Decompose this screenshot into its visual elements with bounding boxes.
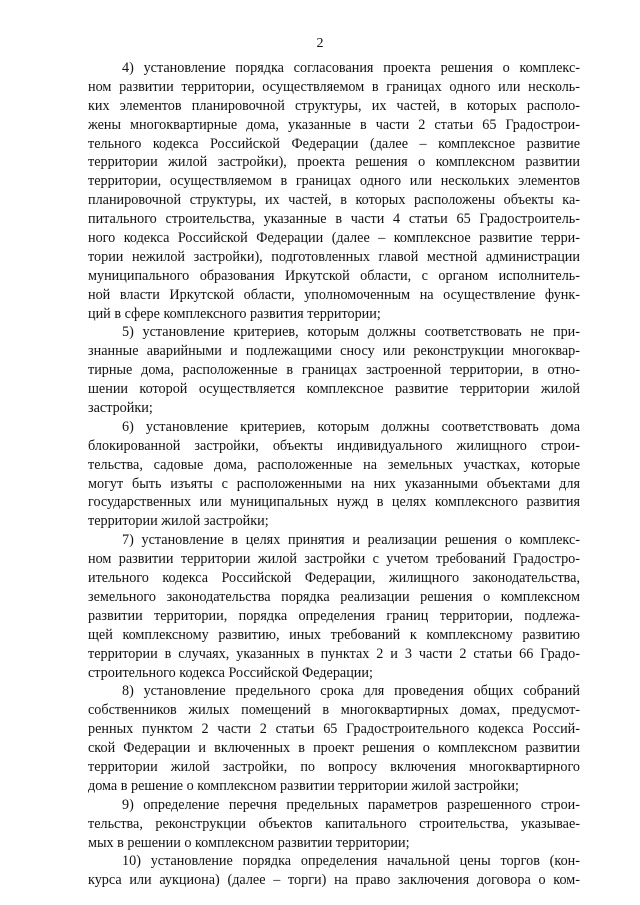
text-line: ких элементов планировочной структуры, их частей, в которых располо-	[88, 97, 580, 114]
text-line: строительного кодекса Российской Федерации;	[88, 664, 373, 681]
text-line: территории жилой застройки;	[88, 513, 269, 530]
text-line: тельства, реконструкции объектов капитального строительства, указывае-	[88, 815, 580, 832]
text-line: ительного кодекса Российской Федерации, жилищного законодательства,	[88, 570, 580, 587]
text-line: ной власти Иркутской области, уполномоченным на осуществление функ-	[88, 286, 580, 303]
text-line: щей комплексному развитию, иных требований к комплексному развитию	[88, 626, 580, 643]
text-line: 5) установление критериев, которым должны соответствовать не при-	[122, 324, 580, 341]
text-line: ном развитии территории жилой застройки с учетом требований Градостро-	[88, 551, 580, 568]
text-line: 4) установление порядка согласования проекта решения о комплекс-	[122, 60, 580, 76]
text-line: ской Федерации и включенных в проект решения о комплексном развитии	[88, 740, 580, 757]
text-line: 7) установление в целях принятия и реализации решения о комплекс-	[122, 532, 580, 549]
text-line: территории жилой застройки, по вопросу включения многоквартирного	[88, 758, 580, 775]
text-line: тории нежилой застройки), подготовленных главой местной администрации	[88, 248, 580, 265]
text-line: ций в сфере комплексного развития территории;	[88, 305, 381, 322]
page-number: 2	[316, 36, 324, 51]
text-line: земельного законодательства порядка реализации решения о комплексном	[88, 588, 580, 605]
text-line: 6) установление критериев, которым должны соответствовать дома	[122, 418, 580, 435]
paragraph	[88, 852, 580, 890]
text-line: знанные аварийными и подлежащими сносу или реконструкции многоквар-	[88, 343, 580, 360]
text-line: 8) установление предельного срока для проведения общих собраний	[122, 683, 580, 700]
text-line: тирные дома, расположенные в границах застроенной территории, в отно-	[88, 362, 580, 379]
text-line: мых в решении о комплексном развитии территории;	[88, 834, 410, 851]
text-line: планировочной структуры, их частей, в которых расположены объекты ка-	[88, 192, 580, 209]
text-line: 10) установление порядка определения начальной цены торгов (кон-	[122, 853, 580, 870]
text-line: застройки;	[88, 400, 153, 417]
text-line: ренных пунктом 2 части 2 статьи 65 Градостроительного кодекса Россий-	[88, 721, 580, 738]
text-line: территории в случаях, указанных в пунктах 2 и 3 части 2 статьи 66 Градо-	[88, 645, 580, 662]
text-line: жены многоквартирные дома, указанные в части 2 статьи 65 Градострои-	[88, 116, 580, 133]
paragraph	[88, 323, 580, 417]
text-line: 9) определение перечня предельных параметров разрешенного строи-	[122, 796, 580, 813]
paragraph	[88, 531, 580, 682]
text-line: могут быть изъяты с расположенными на них указанными объектами для	[88, 475, 580, 492]
text-line: развитии территории, порядка определения границ территории, подлежа-	[88, 607, 580, 624]
text-line: собственников жилых помещений в многоквартирных домах, предусмот-	[88, 702, 580, 719]
text-line: тельства, садовые дома, расположенные на земельных участках, которые	[88, 456, 580, 473]
text-line: государственных или муниципальных нужд в целях комплексного развития	[88, 494, 580, 511]
paragraph	[88, 418, 580, 531]
text-line: территории жилой застройки), проекта решения о комплексном развитии	[88, 154, 580, 171]
text-line: блокированной застройки, объекты индивидуального жилищного строи-	[88, 437, 580, 454]
text-line: тельного кодекса Российской Федерации (далее – комплексное развитие	[88, 135, 580, 152]
text-line: шении которой осуществляется комплексное развитие территории жилой	[88, 381, 580, 398]
text-line: муниципального образования Иркутской области, с органом исполнитель-	[88, 267, 580, 284]
paragraph	[88, 682, 580, 795]
text-line: дома в решение о комплексном развитии территории жилой застройки;	[88, 777, 519, 794]
body-text	[88, 59, 580, 890]
text-line: ного кодекса Российской Федерации (далее – комплексное развитие терри-	[88, 230, 580, 247]
text-line: ном развитии территории, осуществляемом в границах одного или несколь-	[88, 78, 580, 95]
text-line: территории, осуществляемом в границах одного или нескольких элементов	[88, 173, 580, 190]
text-line: питального строительства, указанные в части 4 статьи 65 Градостроитель-	[88, 211, 580, 228]
paragraph	[88, 59, 580, 323]
text-line: курса или аукциона) (далее – торги) на право заключения договора о ком-	[88, 872, 580, 889]
paragraph	[88, 796, 580, 853]
